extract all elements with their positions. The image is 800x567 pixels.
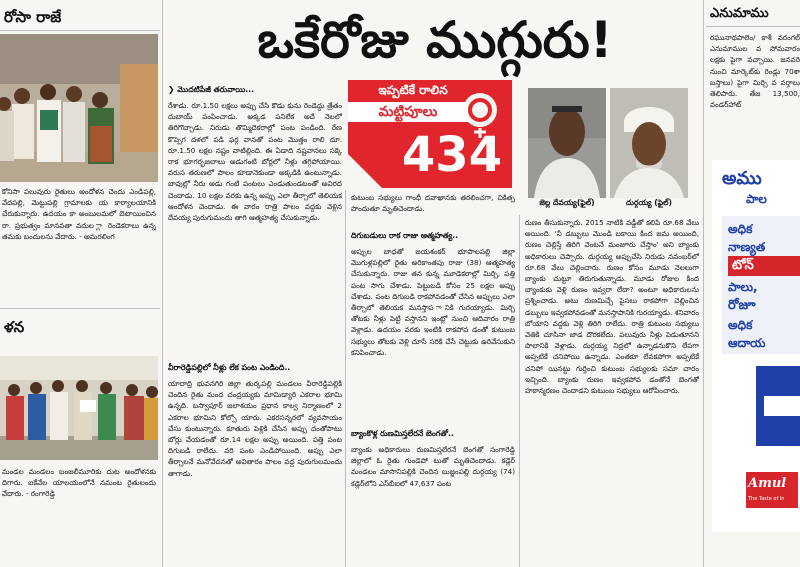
portrait-devayya (528, 88, 606, 198)
portrait-caption-1: జెల్ల దేవయ్య(ఫైల్) (539, 198, 595, 207)
portrait-caption-2: దుర్గయ్య (ఫైల్) (625, 198, 673, 207)
ad-logo-box (744, 470, 800, 510)
left-column-header-2: ళన (4, 318, 25, 336)
right-column-story: రఘునాథపాలెం/ కాశీ వరంగల్ ఎనుమాముల వ సోమవారం లక్షకు పైగా వచ్చాయి. జనవరి నుంచి మార్కెట్‌కు రెండ్లు 70శా బస్తాలు) పైగా మిర్చి వ వర్తాలు తెలిపారు. తేజ 13,500, వండర్‌హాట్ (710, 33, 800, 110)
ad-line-5: పాలు, (728, 280, 758, 294)
column-a-heading: ❯ మొదటిపేజీ తరువాయి... (168, 85, 255, 94)
chevron-right-icon: ❯ (168, 85, 178, 94)
ad-line-8: ఆదాయ (728, 336, 766, 350)
column-b-subheading-1: దిగుబడులు రాక రాజు ఆత్మహత్య.. (351, 231, 459, 240)
column-a-subheading: వీరారెడ్డిపల్లిలో నీళ్లు లేక పంట ఎండింది.. (168, 363, 291, 372)
ad-line-1: పాల (746, 192, 767, 206)
headline: ఒకేరోజు ముగ్గురు! (257, 11, 613, 69)
portrait-durgayya (610, 88, 688, 198)
ad-line-7: అధిక (728, 318, 753, 332)
column-a-para-2: యాదాద్రి భువనగిరి జిల్లా తుర్కపల్లి మండలం వీరారెడ్డిపల్లికి చెందిన రైతు మంద చంద్రయ్యకు మామిడ్యారి ఎకరాల భూమి ఉన్నది. బస్వాపూర్ జలాశయం ప్రధాన కాల్వ నిర్మాణంలో 2 ఎకరాల భూమిని కోల్పో యారు. ఎకరసన్నరలో వ్యవసాయం చేసు కుంటున్నారు. కూతురు పెళ్లికి చేసిన అప్పు దంతోపాటు బోర్లు వేయడంతో రూ.14 లక్షల అప్పు అయింది. పత్తి పంట దిగుబడి రాలేదు. వరి పంట ఎండిపోయింది. అప్పు ఎలా తీర్చాలనే మనోవేదనతో అవితారం పాలం వద్ద పురుగులమందు తాగాడు. (168, 379, 342, 478)
column-b-para-1: అప్పుల బాధతో జయశంకర్ భూపాలపల్లి జిల్లా మొగుళ్లపల్లిలో రైతు అరికాంతపు రాజు (38) ఆత్మహత్య చేసుకున్నారు. రాజు తన కున్న మూడెకరాల్లో మిర్చి, పత్తి పంట సాగు చేశాడు. పెట్టుబడి కోసం 25 లక్షల అప్పు చేశాడు. పంట దిగుబడి రాకపోవడంతో చేసిన అప్పులు ఎలా తీర్చాలో తెలియక మనస్తాప ానికి గురయ్యాడు. మిర్చి తోటకు నీళ్లు పెట్టి వస్తానని ఇంట్లో నుంచి ఆదివారం రాత్రి వెళ్లాడు. ఉదయం వరకు ఇంటికి రాకపోవ డంతో కుటుంబ సభ్యులు తోటకు వెళ్లి చూసే సరికి చేసే చెట్టుకు ఉరివేసుకుని కనిపించాడు. (351, 247, 515, 357)
farmer-death-count-badge (348, 80, 512, 188)
badge-number: 434 (401, 127, 503, 183)
badge-line-1: ఇప్పటికే రాలిన (378, 83, 448, 97)
column-b-para-2: బ్యాంకు అధికారులు రుణమిస్తలేరనే బెంగతో సంగారెడ్డి జిల్లాలో ఓ రైతు గుండెపో టుతో మృతిచెందాడు. కడ్లెర్ మండలం మాసానిపల్లికి చెందిన బుజ్జంపల్లి దుర్గయ్య (74) కడ్లెర్‌లోని ఎస్‌బీఐలో 47,637 పంట (351, 445, 515, 488)
ad-logo-tagline: The Taste of In (748, 496, 785, 502)
column-c (523, 215, 701, 567)
ad-brand-top: అము (722, 168, 762, 189)
column-b (349, 190, 517, 567)
protest-photo-2 (0, 356, 158, 460)
ad-line-6: రోజూ (728, 298, 756, 313)
badge-line-2: మట్టిపూలు (348, 102, 468, 122)
ad-line-4: టోన్ (728, 256, 800, 276)
column-a-para-1: రేశాడు. రూ.1.50 లక్షలు అప్పు చేసి కొడు కును రెండెద్దు త్రేతం దుబాయ్ పంపించాడు. అక్కడ పనిలేక అదే నెలలో తిరిగొచ్చాడు. నిరుడు తొమ్మిదెకరాల్లో పంట పండింది. రేణ కొప్పెగ దళలో పడి ఫర్గ వానతో పంట మొత్తం రాలి దూ. రూ.1.50 లక్షల నష్టం వాటిల్లింది. ఈ ఏడాది నష్టవానలు సక్కె రాక భూగర్భజలాలు అడుగంటి బోర్లలో నీళ్లు తగ్గిపోయాయి. వరుస తరుణలో పాలం కూడానెకుండా అక్కడికి ఉంటున్నాడు. బావుల్లో నీరు అడు గంటి పంటలు ఎండుతుండటంతో అవిరద చెందాడు. 10 లక్షల వరకు ఉన్న అప్పు ఎలా తీర్చాలో తెలియక ఆందోళన చెందాడు. ఈ వారం రాత్రి పాలం వద్దకు వెళ్లిన దేవయ్య పురుగుమందు తాగి ఆత్మహత్య చేసుకున్నాడు. (168, 101, 342, 223)
column-a (166, 80, 344, 567)
left-story-1: కోనిసా పలువురు రైతులు అందోళన చెందు ఎండిపల్లి, వేదపల్లి, మెట్టుపల్లి గ్రామాలకు య కార్యాలయానికి చేరుకున్నారు. ఉదయం కా అంబులమలో బెటాయించిన రా. ప్రభుత్వం మానవతా వదుల ్లా రెండెకరాలు ఉన్న తమకు బందులను వేదారు. - అమరలింగ (2, 187, 156, 241)
column-c-para-1: రుణం తీసుకున్నారు. 2015 నాటికి వడ్డీతో కలిపి రూ.68 వేలు అయింది. 'నీ డబ్బులు మొండి బకాయి కింద జమ అయింది, రుణం చెల్లిస్తే తిరిగి వెంటనే మంజూరు చేస్తాం' అని బ్యాంకు అధికారులు చెప్పారు. దుర్గయ్య అప్పుచేసి నిరుడు నవంబర్‌లో రూ.68 వేలు చెల్లించారు. రుణం కోసం మూడు నెలలుగా బ్యాంకు చుట్టూ తిరుగుతున్నాడు. మూడు రోజుల కింద బ్యాంకుకు వెళ్లి రుణం ఇవ్వరా లేదా? అంటూ అధికారులను ప్రశ్నించాడు. అటు రుణమిచ్చే పైసలు రాకపోగా చెల్లించిన డబ్బులు ఇవ్వకపోవడంతో మనస్తాపానికి గురయ్యాడు. శనివారం బోయాని వద్దకు వెళ్లి తిరిగి రాలేదు. రాత్రి కుటుంబ సభ్యులు వెతికి చూసినా జాడ దొరకలేదు. పలువురు నీళ్లు పెడుతూనని పొలానికి వెళ్లాడు. దుర్గయ్య నిద్రలో ఉన్నాడనుకొని లేపగా అప్పటికే చనిపోయి ఉన్నాడు. ఎంతకూ లేవకపోగా అప్పటికే చనిపో యినట్టు గుర్తించి కుటుంబ సభ్యులకు సమా చారం ఇచ్చింది. బ్యాంకు రుణం ఇవ్వకపోవ డంతోనే బెంగతో హఠాన్మరణం చెందాడని కుటుంబ సభ్యులు ఆరోపించారు. (525, 218, 699, 396)
column-b-subheading-2: బ్యాంకొళ్ల రుణమిస్తలేరనే బెంగతో.. (351, 429, 454, 438)
ad-logo: Amul (748, 476, 787, 491)
left-story-2: మండల మండలం బంజలీమూరికు దుట అందోళనకు దిగారు. ఐకేవేల యాలయంలోనే నమంట రైతులందు వేదారు. - రంగారెడ్డి (2, 467, 156, 499)
left-column (0, 0, 160, 567)
milk-pack-image (756, 366, 800, 446)
ad-line-3: నాణ్యత (728, 240, 766, 254)
right-column-header: ఎనుమాము (710, 6, 769, 21)
amul-advertisement (712, 160, 800, 532)
protest-photo-1 (0, 34, 158, 182)
column-b-para-0: కుటుంబ సభ్యులు గాంధీ దవాఖానకు తరలించగా, చికిత్స పొందుతూ మృతిచెందాడు. (351, 193, 515, 214)
left-column-header: రోసా రాజే (4, 8, 62, 26)
right-column (706, 0, 800, 567)
ad-line-2: అధిక (728, 222, 753, 236)
